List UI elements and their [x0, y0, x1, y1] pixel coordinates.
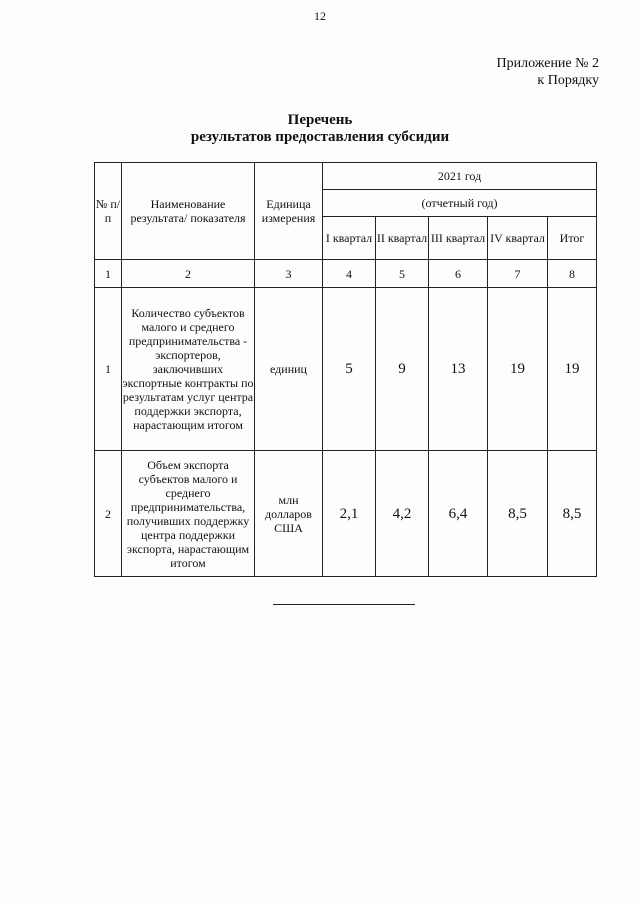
- closing-divider: [273, 604, 415, 605]
- row-total: 19: [548, 288, 597, 451]
- row-num: 1: [95, 288, 122, 451]
- table-row: [95, 288, 597, 451]
- page-number: 12: [314, 9, 326, 23]
- header-q1: I квартал: [323, 217, 376, 260]
- results-table: [94, 162, 597, 577]
- header-unit: Единица измерения: [255, 163, 323, 260]
- col-number: 3: [255, 260, 323, 288]
- document-title: [0, 112, 640, 146]
- row-name: Количество субъектов малого и среднего предпринимательства - экспортеров, заключивших экспортные контракты по результатам услуг центра поддержки экспорта, нарастающим итогом: [122, 288, 255, 451]
- appendix-line-2: к Порядку: [537, 73, 599, 88]
- col-number: 2: [122, 260, 255, 288]
- row-q1: 2,1: [323, 451, 376, 577]
- appendix-line-1: Приложение № 2: [496, 56, 599, 71]
- col-number: 1: [95, 260, 122, 288]
- header-q2: II квартал: [376, 217, 429, 260]
- col-number: 4: [323, 260, 376, 288]
- header-report-year: (отчетный год): [323, 190, 597, 217]
- header-num: № п/п: [95, 163, 122, 260]
- row-name: Объем экспорта субъектов малого и среднего предпринимательства, получивших поддержку центра поддержки экспорта, нарастающим итогом: [122, 451, 255, 577]
- row-q4: 8,5: [488, 451, 548, 577]
- col-number: 7: [488, 260, 548, 288]
- title-line-2: результатов предоставления субсидии: [190, 129, 450, 145]
- col-number: 5: [376, 260, 429, 288]
- row-q1: 5: [323, 288, 376, 451]
- table-row: [95, 451, 597, 577]
- row-q2: 9: [376, 288, 429, 451]
- appendix-reference: [497, 55, 600, 89]
- row-unit: единиц: [255, 288, 323, 451]
- row-total: 8,5: [548, 451, 597, 577]
- row-q2: 4,2: [376, 451, 429, 577]
- column-number-row: [95, 260, 597, 288]
- row-q3: 6,4: [429, 451, 488, 577]
- row-q4: 19: [488, 288, 548, 451]
- title-line-1: Перечень: [287, 112, 353, 128]
- header-q3: III квартал: [429, 217, 488, 260]
- row-q3: 13: [429, 288, 488, 451]
- header-total: Итог: [548, 217, 597, 260]
- row-num: 2: [95, 451, 122, 577]
- row-unit: млн долларов США: [255, 451, 323, 577]
- header-q4: IV квартал: [488, 217, 548, 260]
- header-name: Наименование результата/ показателя: [122, 163, 255, 260]
- header-year: 2021 год: [323, 163, 597, 190]
- col-number: 6: [429, 260, 488, 288]
- col-number: 8: [548, 260, 597, 288]
